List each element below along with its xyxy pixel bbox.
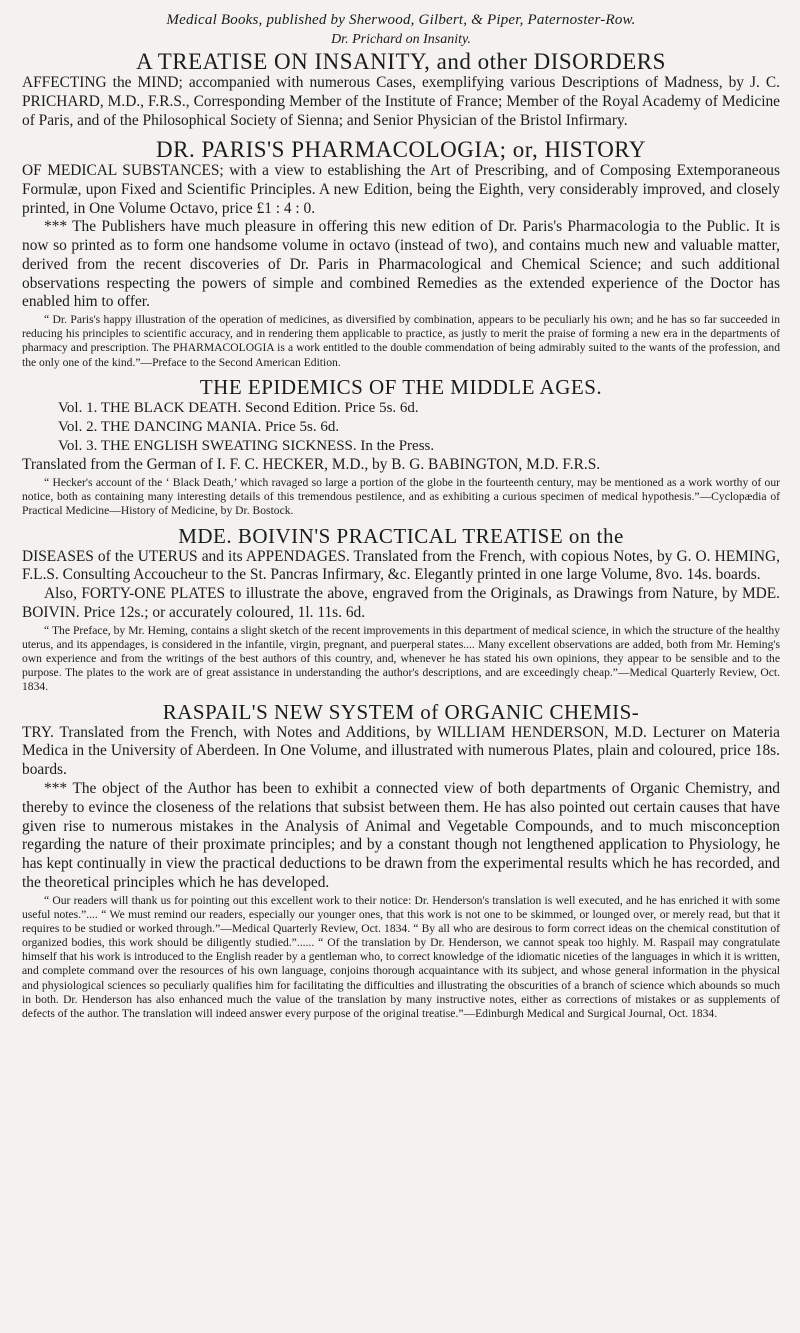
advert-body: OF MEDICAL SUBSTANCES; with a view to establishing the Art of Prescribing, and of Composing Extemporaneous Formulæ, upon Fixed and Scientific Principles. A new Edition, being the Eighth, very considerably improved, and closely printed, in One Volume Octavo, price £1 : 4 : 0. [22,161,780,217]
volume-line: Vol. 2. THE DANCING MANIA. Price 5s. 6d. [58,419,340,436]
review-quote: “ Hecker's account of the ‘ Black Death,’ which ravaged so large a portion of the globe in the fourteenth century, may be mentioned as a work worthy of our notice, both as containing many interesting details of this tremendous pestilence, and as exhibiting a curious specimen of medical hypothesis.”—Cyclopædia of Practical Medicine—History of Medicine, by Dr. Bostock. [22,476,780,518]
advert-prichard-insanity [22,32,780,131]
advert-title: THE EPIDEMICS OF THE MIDDLE AGES. [199,374,603,399]
publisher-note: *** The object of the Author has been to exhibit a connected view of both departments of Organic Chemistry, and thereby to evince the closeness of the relations that subsist between them. He has also pointed out certain causes that have given rise to numerous mistakes in the Analysis of Animal and Vegetable Compounds, and to much misconception regarding the nature of their proximate principles; and by a constant though not lengthened application to Physiology, he has kept continually in view the practical deductions to be drawn from the experimental results which he has recorded, and the theoretical principles which he has developed. [22,779,780,891]
advert-body: AFFECTING the MIND; accompanied with numerous Cases, exemplifying various Descriptions of Madness, by J. C. PRICHARD, M.D., F.R.S., Corresponding Member of the Institute of France; Member of the Royal Academy of Medicine of Paris, and of the Philosophical Society of Sienna; and Senior Physician of the Bristol Infirmary. [22,74,780,129]
advert-title: DR. PARIS'S PHARMACOLOGIA; or, HISTORY [156,136,646,162]
plates-note: Also, FORTY-ONE PLATES to illustrate the above, engraved from the Originals, as Drawings from Nature, by MDE. BOIVIN. Price 12s.; or accurately coloured, 1l. 11s. 6d. [22,585,780,622]
advert-epidemics-middle-ages [22,376,780,519]
advert-paris-pharmacologia [22,137,780,370]
volume-line: Vol. 3. THE ENGLISH SWEATING SICKNESS. In the Press. [58,438,435,455]
translation-credit: Translated from the German of I. F. C. HECKER, M.D., by B. G. BABINGTON, M.D. F.R.S. [22,456,601,474]
advert-boivin-treatise [22,525,780,695]
advert-title: A TREATISE ON INSANITY, and other DISORDERS [136,49,666,74]
volume-line: Vol. 1. THE BLACK DEATH. Second Edition. Price 5s. 6d. [58,399,419,416]
running-head: Medical Books, published by Sherwood, Gilbert, & Piper, Paternoster-Row. [166,12,636,28]
publisher-note: *** The Publishers have much pleasure in offering this new edition of Dr. Paris's Pharmacologia to the Public. It is now so printed as to form one handsome volume in octavo (instead of two), and contains much new and valuable matter, derived from the recent discoveries of Dr. Paris in Pharmacological and Chemical Science; and such additional observations respecting the powers of simple and combined Remedies as the extended experience of the Doctor has enabled him to offer. [22,218,780,311]
advert-subheading: Dr. Prichard on Insanity. [331,32,471,47]
advert-title: MDE. BOIVIN'S PRACTICAL TREATISE on the [178,523,624,548]
advert-body: DISEASES of the UTERUS and its APPENDAGES. Translated from the French, with copious Notes, by G. O. HEMING, F.L.S. Consulting Accoucheur to the St. Pancras Infirmary, &c. Elegantly printed in one large Volume, 8vo. 14s. boards. [22,547,780,584]
review-quote: “ Dr. Paris's happy illustration of the operation of medicines, as diversified by combination, appears to be peculiarly his own; and he has so far succeeded in reducing his principles to scientific accuracy, and in rendering them applicable to practice, as justly to merit the praise of forming a new era in the departments of pharmacy and prescription. The PHARMACOLOGIA is a work entitled to the double commendation of being admirably suited to the wants of the profession, and the only one of the kind.”—Preface to the Second American Edition. [22,313,780,369]
review-quote: “ The Preface, by Mr. Heming, contains a slight sketch of the recent improvements in this department of medical science, in which the structure of the healthy uterus, and its appendages, is considered in the infantile, virgin, pregnant, and puerperal states.... Many excellent observations are added, both from Mr. Heming's own experience and from the writings of the best authors of this country, and, whenever he has stated his own opinions, they appear to be sensible and to the purpose. The plates to the work are of great assistance in understanding the author's descriptions, and are exceedingly cheap.”—Medical Quarterly Review, Oct. 1834. [22,623,780,694]
review-quote: “ Our readers will thank us for pointing out this excellent work to their notice: Dr. Henderson's translation is well executed, and he has enriched it with some useful notes.”.... “ We must remind our readers, especially our younger ones, that this work is not one to be skimmed, or lounged over, or merely read, but that it requires to be studied or worked through.”—Medical Quarterly Review, Oct. 1834. “ By all who are desirous to form correct ideas on the chemical constitution of organized bodies, this work should be diligently studied.”...... “ Of the translation by Dr. Henderson, we cannot speak too highly. M. Raspail may congratulate himself that his work is introduced to the English reader by a gentleman who, to correct knowledge of the idiomatic niceties of the languages in which it is written, and complete command over the resources of his own language, conjoins thorough acquaintance with its subject, and whose general information in the physical and physiological sciences so peculiarly qualifies him for facilitating the difficulties and illustrating the obscurities of a branch of science which abounds so much in both. Dr. Henderson has also enhanced much the value of the translation by many instructive notes, either as corrections of mistakes or as supplements of defects of the author. The translation will indeed answer every purpose of the original treatise.”—Edinburgh Medical and Surgical Journal, Oct. 1834. [22,893,780,1020]
advert-title: RASPAIL'S NEW SYSTEM of ORGANIC CHEMIS- [162,699,640,724]
advert-raspail-organic-chemistry [22,701,780,1021]
advert-body: TRY. Translated from the French, with Notes and Additions, by WILLIAM HENDERSON, M.D. Lecturer on Materia Medica in the University of Aberdeen. In One Volume, and illustrated with numerous Plates, plain and coloured, price 18s. boards. [22,723,780,779]
